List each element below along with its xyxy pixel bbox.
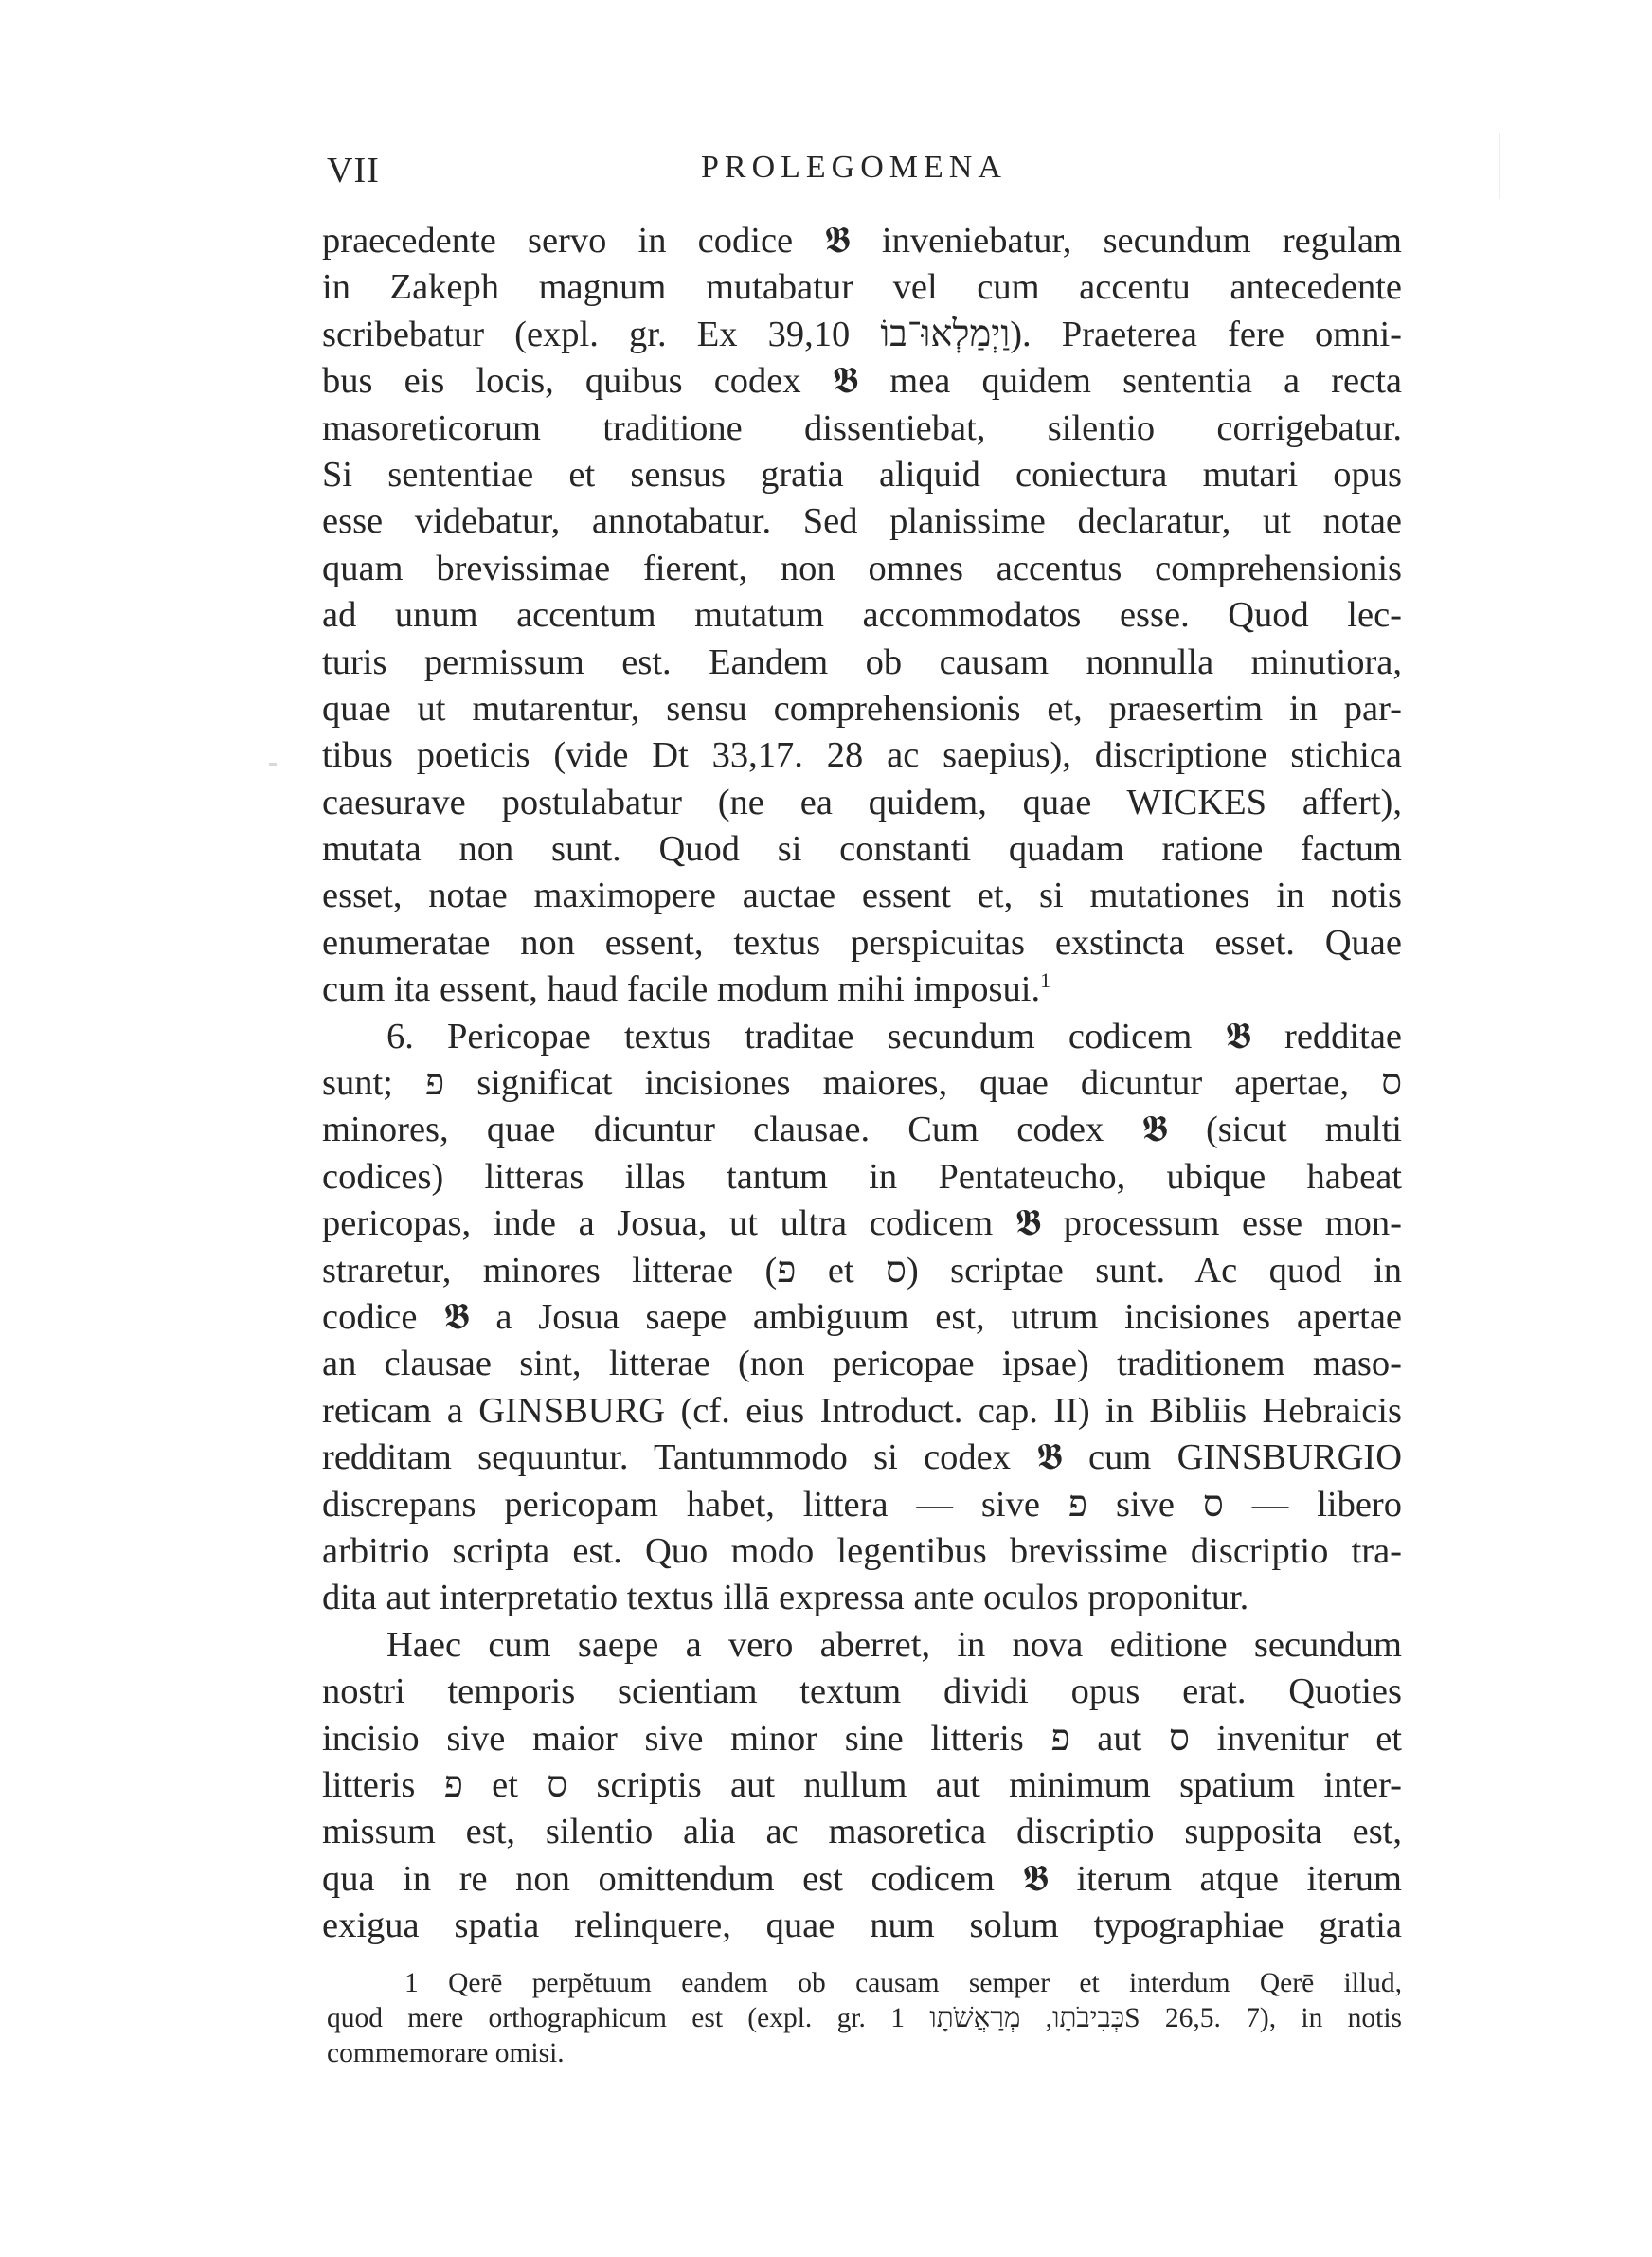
text-line: missum est, silentio alia ac masoretica discriptio supposita est, [322,1812,1402,1852]
text-line: esse videbatur, annotabatur. Sed planissime declaratur, ut notae [322,501,1402,542]
text-line: incisio sive maior sive minor sine litteris פ aut ס invenitur et [322,1718,1402,1759]
text-line: arbitrio scripta est. Quo modo legentibus brevissime discriptio tra- [322,1530,1402,1571]
text-line: in Zakeph magnum mutabatur vel cum accentu antecedente [322,267,1402,308]
footnotes [327,1966,1402,2071]
body-text [322,218,1402,1949]
text-line: straretur, minores litterae (פ et ס) scriptae sunt. Ac quod in [322,1250,1402,1291]
page-header [327,150,1402,197]
text-line: tibus poeticis (vide Dt 33,17. 28 ac saepius), discriptione stichica [322,735,1402,776]
text-line: codices) litteras illas tantum in Pentateucho, ubique habeat [322,1156,1402,1197]
text-line: mutata non sunt. Quod si constanti quadam ratione factum [322,829,1402,870]
text-line: qua in re non omittendum est codicem 𝕭 iterum atque iterum [322,1858,1402,1899]
page-number: VII [327,151,380,190]
text-line: Si sententiae et sensus gratia aliquid coniectura mutari opus [322,454,1402,495]
text-line: enumeratae non essent, textus perspicuitas exstincta esset. Quae [322,922,1402,963]
text-line: quae ut mutarentur, sensu comprehensionis et, praesertim in par- [322,688,1402,729]
paragraph-end-line [322,966,1402,1013]
scan-margin-mark [1499,133,1500,199]
text-line: ad unum accentum mutatum accommodatos esse. Quod lec- [322,595,1402,636]
text-line: Haec cum saepe a vero aberret, in nova editione secundum [386,1624,1402,1665]
text-line: exigua spatia relinquere, quae num solum typographiae gratia [322,1905,1402,1946]
text-line: 6. Pericopae textus traditae secundum codicem 𝕭 redditae [386,1016,1402,1056]
text-line: nostri temporis scientiam textum dividi opus erat. Quoties [322,1671,1402,1712]
text-line: masoreticorum traditione dissentiebat, silentio corrigebatur. [322,407,1402,448]
footnote-reference: 1 [1040,968,1051,993]
footnote-line: commemorare omisi. [327,2038,565,2068]
text-line: an clausae sint, litterae (non pericopae ipsae) traditionem maso- [322,1344,1402,1384]
text-line: bus eis locis, quibus codex 𝕭 mea quidem sententia a recta [322,361,1402,402]
text-line: minores, quae dicuntur clausae. Cum codex 𝕭 (sicut multi [322,1110,1402,1150]
text-line: reticam a GINSBURG (cf. eius Introduct. cap. II) in Bibliis Hebraicis [322,1390,1402,1431]
text-line: turis permissum est. Eandem ob causam nonnulla minutiora, [322,641,1402,682]
running-title: PROLEGOMENA [701,150,1007,185]
text-line: codice 𝕭 a Josua saepe ambiguum est, utrum incisiones apertae [322,1296,1402,1337]
text-line: pericopas, inde a Josua, ut ultra codicem 𝕭 processum esse mon- [322,1203,1402,1244]
text-line: cum ita essent, haud facile modum mihi imposui. [322,969,1041,1010]
scan-speck [269,763,277,766]
text-line: scribebatur (expl. gr. Ex 39,10 וַיְמַלְאוּ־בוֹ). Praeterea fere omni- [322,314,1403,354]
text-line: discrepans pericopam habet, littera — sive פ sive ס — libero [322,1484,1402,1525]
text-line: redditam sequuntur. Tantummodo si codex 𝕭 cum GINSBURGIO [322,1437,1402,1478]
text-line: quam brevissimae fierent, non omnes accentus comprehensionis [322,548,1402,588]
footnote-line: 1 Qerē perpĕtuum eandem ob causam semper et interdum Qerē illud, [404,1968,1402,1998]
text-line: litteris פ et ס scriptis aut nullum aut minimum spatium inter- [322,1764,1402,1805]
text-line: sunt; פ significat incisiones maiores, quae dicuntur apertae, ס [322,1063,1402,1104]
text-line: praecedente servo in codice 𝕭 inveniebatur, secundum regulam [322,221,1402,261]
text-line: esset, notae maximopere auctae essent et, si mutationes in notis [322,876,1402,916]
footnote-line: quod mere orthographicum est (expl. gr. כְּבִיבֹתָו, מְרַאֲשֹׁתָו 1S 26,5. 7), in notis [327,2003,1402,2033]
text-line: dita aut interpretatio textus illā expressa ante oculos proponitur. [322,1578,1249,1618]
text-line: caesurave postulabatur (ne ea quidem, quae WICKES affert), [322,782,1402,822]
